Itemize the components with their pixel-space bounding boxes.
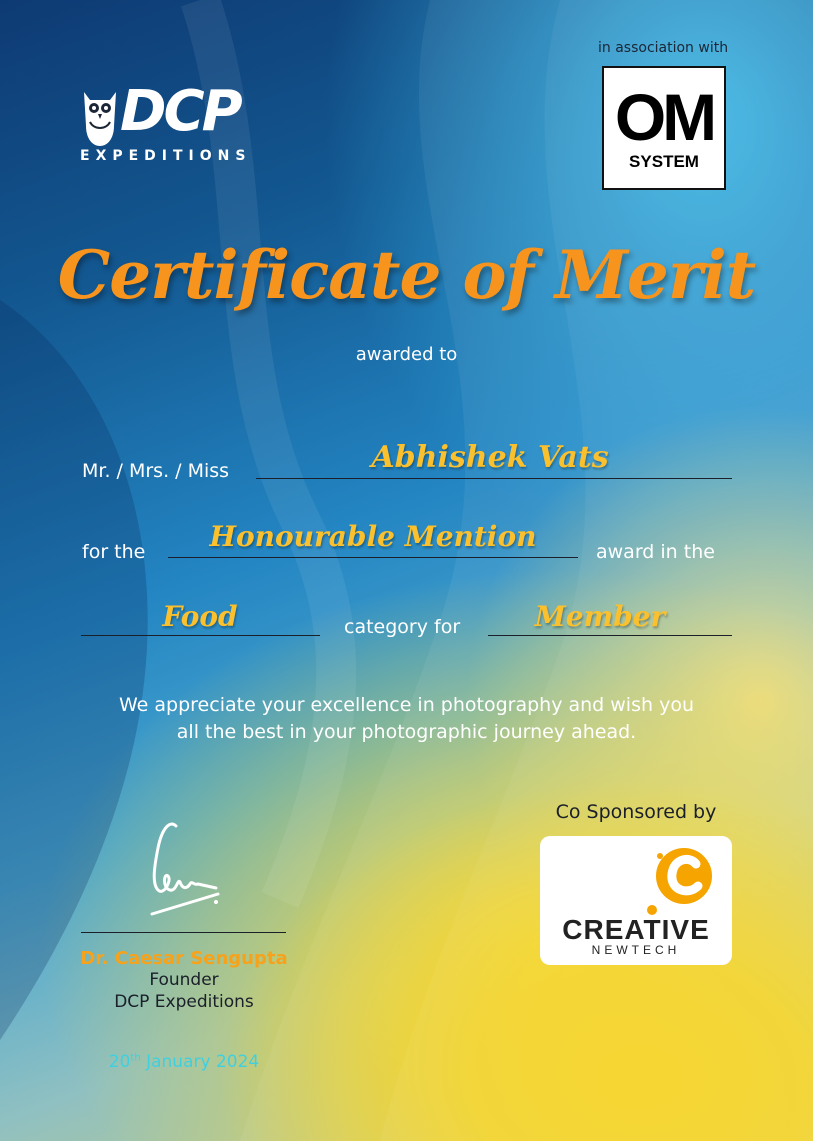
for-the-label: for the <box>82 541 146 563</box>
award-line <box>168 557 578 558</box>
recipient-line <box>256 478 732 479</box>
creative-c-icon <box>646 846 716 918</box>
newtech-subtitle: NEWTECH <box>591 943 681 957</box>
certificate-date <box>60 1052 308 1072</box>
salutation-label: Mr. / Mrs. / Miss <box>82 460 230 482</box>
owl-icon <box>80 86 120 148</box>
date-suffix: th <box>130 1052 141 1064</box>
creative-newtech-logo <box>540 836 732 965</box>
association-label: in association with <box>598 40 729 56</box>
creative-wordmark: CREATIVE <box>562 914 710 945</box>
category-for-label: category for <box>344 616 461 638</box>
signatory-role: Founder <box>149 970 219 990</box>
om-wordmark: OM <box>614 80 714 154</box>
membership-line <box>488 635 732 636</box>
date-day: 20 <box>108 1052 131 1072</box>
om-subtitle: SYSTEM <box>629 152 699 171</box>
signature-icon <box>140 818 230 918</box>
category-line <box>81 635 320 636</box>
date-rest: January 2024 <box>140 1052 260 1072</box>
certificate-title: Certificate of Merit <box>57 236 756 314</box>
awarded-to-label: awarded to <box>355 344 458 365</box>
dcp-logo <box>80 79 252 170</box>
membership-type: Member <box>534 600 666 633</box>
signature-line <box>81 932 286 933</box>
message-line-1: We appreciate your excellence in photography and wish you <box>119 694 694 716</box>
co-sponsored-label: Co Sponsored by <box>555 801 717 823</box>
om-system-logo <box>602 66 726 190</box>
recipient-name: Abhishek Vats <box>371 440 609 475</box>
signatory-name: Dr. Caesar Sengupta <box>80 948 288 969</box>
category-name: Food <box>162 600 238 633</box>
message-line-2: all the best in your photographic journey ahead. <box>176 721 637 743</box>
appreciation-message <box>60 692 753 746</box>
award-name: Honourable Mention <box>209 520 537 553</box>
signatory-org: DCP Expeditions <box>114 992 254 1012</box>
dcp-wordmark: DCP <box>120 79 240 144</box>
award-in-the-label: award in the <box>596 541 715 563</box>
dcp-subtitle: EXPEDITIONS <box>80 148 252 164</box>
